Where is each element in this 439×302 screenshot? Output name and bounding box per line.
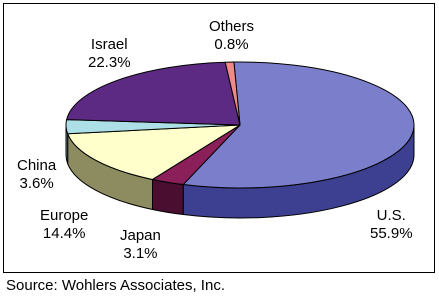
chart-frame xyxy=(3,3,435,273)
label-israel-name: Israel xyxy=(90,36,128,53)
label-japan xyxy=(120,227,161,263)
label-israel-value: 22.3% xyxy=(88,54,131,71)
source-caption: Source: Wohlers Associates, Inc. xyxy=(6,277,225,294)
label-japan-value: 3.1% xyxy=(123,245,158,262)
label-others xyxy=(209,18,254,54)
label-china xyxy=(17,157,56,193)
pie-top-faces xyxy=(66,62,414,188)
label-europe-value: 14.4% xyxy=(42,225,86,242)
label-others-name: Others xyxy=(209,18,255,35)
label-us xyxy=(370,207,413,243)
label-china-name: China xyxy=(17,157,57,174)
label-china-value: 3.6% xyxy=(19,175,54,192)
label-europe-name: Europe xyxy=(40,207,89,224)
side-japan xyxy=(153,179,184,214)
label-others-value: 0.8% xyxy=(214,36,249,53)
label-japan-name: Japan xyxy=(120,227,161,244)
label-us-name: U.S. xyxy=(376,207,406,224)
label-europe xyxy=(40,207,88,243)
label-us-value: 55.9% xyxy=(370,225,413,242)
label-israel xyxy=(88,36,131,72)
